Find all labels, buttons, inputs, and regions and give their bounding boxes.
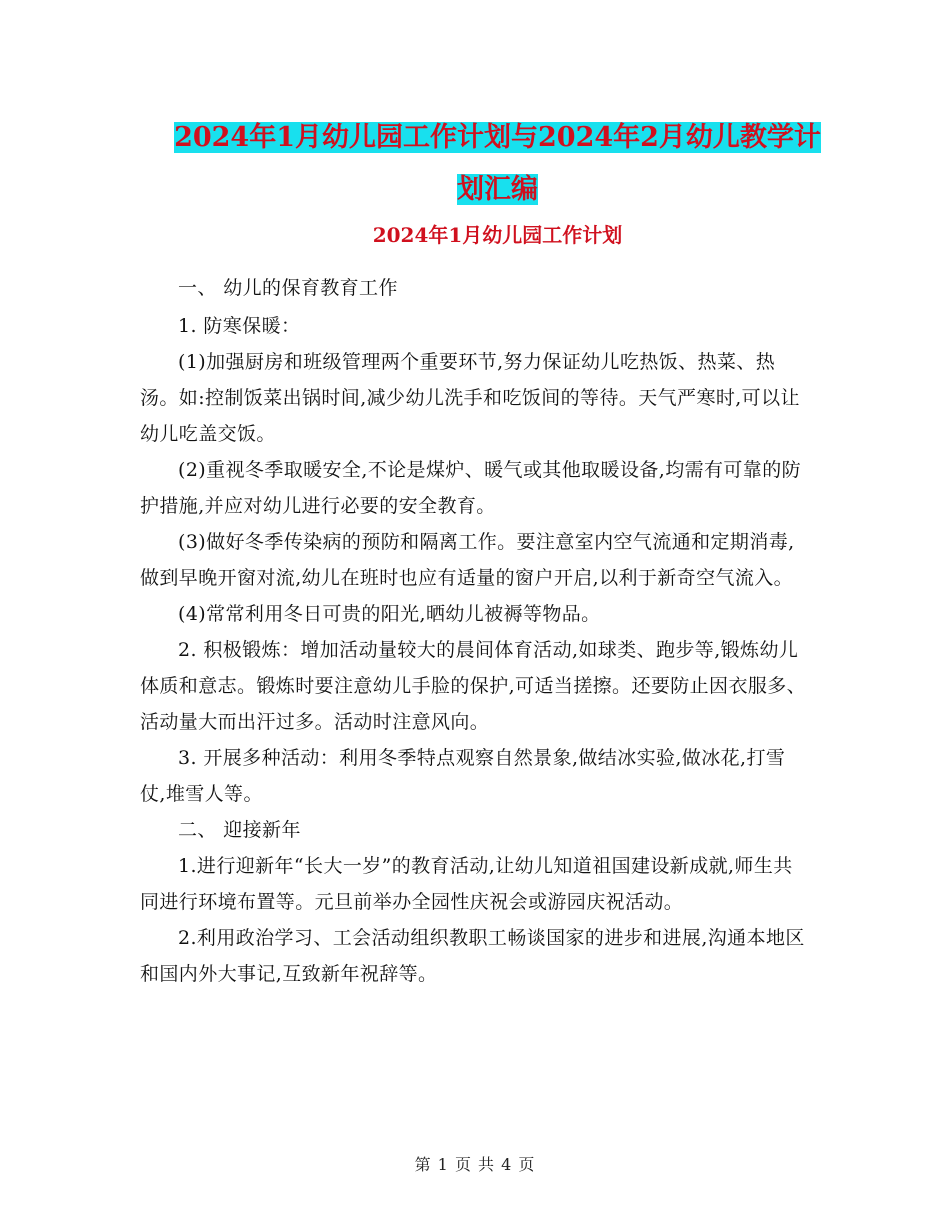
paragraph-1: 1. 防寒保暖： bbox=[178, 315, 301, 337]
paragraph-4: (3)做好冬季传染病的预防和隔离工作。要注意室内空气流通和定期消毒,做到早晚开窗对流,幼儿在班时也应有适量的窗户开启,以利于新奇空气流入。 bbox=[140, 531, 795, 589]
body-text-main bbox=[140, 308, 810, 992]
document-title bbox=[140, 112, 855, 216]
body-text bbox=[140, 270, 810, 306]
document-title-line-1: 2024年1月幼儿园工作计划与2024年2月幼儿教学计 bbox=[174, 122, 821, 153]
heading-2: 二、 迎接新年 bbox=[178, 819, 301, 841]
section-title: 2024年1月幼儿园工作计划 bbox=[372, 223, 623, 247]
paragraph-3: (2)重视冬季取暖安全,不论是煤炉、暖气或其他取暖设备,均需有可靠的防护措施,并应对幼儿进行必要的安全教育。 bbox=[140, 459, 801, 517]
document-title-line-2: 划汇编 bbox=[457, 174, 538, 205]
paragraph-5: (4)常常利用冬日可贵的阳光,晒幼儿被褥等物品。 bbox=[178, 603, 601, 625]
paragraph-2: (1)加强厨房和班级管理两个重要环节,努力保证幼儿吃热饭、热菜、热汤。如:控制饭菜出锅时间,减少幼儿洗手和吃饭间的等待。天气严寒时,可以让幼儿吃盖交饭。 bbox=[140, 351, 800, 445]
paragraph-6: 2. 积极锻炼：增加活动量较大的晨间体育活动,如球类、跑步等,锻炼幼儿体质和意志。锻炼时要注意幼儿手脸的保护,可适当搓擦。还要防止因衣服多、活动量大而出汗过多。活动时注意风向。 bbox=[140, 639, 807, 733]
page-footer: 第 1 页 共 4 页 bbox=[414, 1155, 536, 1174]
paragraph-7: 3. 开展多种活动：利用冬季特点观察自然景象,做结冰实验,做冰花,打雪仗,堆雪人等。 bbox=[140, 747, 786, 805]
heading-1: 一、 幼儿的保育教育工作 bbox=[178, 277, 398, 299]
paragraph-8: 1.进行迎新年“长大一岁”的教育活动,让幼儿知道祖国建设新成就,师生共同进行环境布置等。元旦前举办全园性庆祝会或游园庆祝活动。 bbox=[140, 855, 793, 913]
paragraph-9: 2.利用政治学习、工会活动组织教职工畅谈国家的进步和进展,沟通本地区和国内外大事记,互致新年祝辞等。 bbox=[140, 927, 805, 985]
